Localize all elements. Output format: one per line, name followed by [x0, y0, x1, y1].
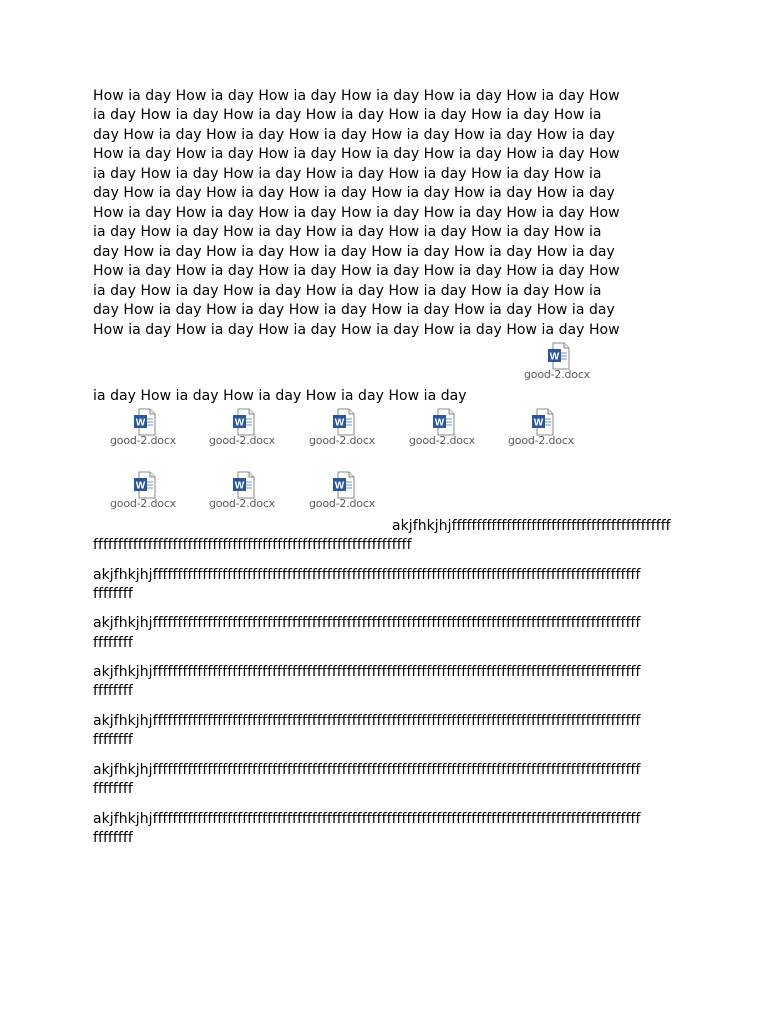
word-document-icon: [433, 408, 455, 436]
text-line: akjfhkjhjffffffffffffffffffffffffffffffffffffffffffffffffffffffffffffffffffffffffffffffffffffffffffffffffff: [93, 811, 641, 827]
svg-text:W: W: [549, 351, 560, 363]
svg-text:W: W: [434, 417, 445, 429]
text-line: How ia day How ia day How ia day How ia day How ia day How ia day How: [93, 88, 620, 104]
text-line: ia day How ia day How ia day How ia day How ia day How ia day How ia: [93, 283, 602, 299]
attachment-filename: good-2.docx: [524, 368, 590, 381]
attachment-good-2-docx[interactable]: [107, 469, 179, 517]
text-line: ffffffff: [93, 635, 133, 651]
attachment-filename: good-2.docx: [309, 497, 375, 510]
text-line: day How ia day How ia day How ia day How ia day How ia day How ia day: [93, 302, 615, 318]
text-line: How ia day How ia day How ia day How ia day How ia day How ia day How: [93, 146, 620, 162]
attachment-filename: good-2.docx: [409, 434, 475, 447]
text-line: ffffffff: [93, 830, 133, 846]
svg-text:W: W: [334, 417, 345, 429]
text-line: ia day How ia day How ia day How ia day How ia day How ia day How ia: [93, 166, 602, 182]
attachment-good-2-docx[interactable]: [306, 469, 378, 517]
text-line: ffffffff: [93, 781, 133, 797]
word-document-icon: [548, 342, 570, 370]
text-line: akjfhkjhjffffffffffffffffffffffffffffffffffffffffffffffffffffffffffffffffffffffffffffffffffffffffffffffffff: [93, 615, 641, 631]
attachment-good-2-docx[interactable]: [406, 406, 478, 454]
text-line: akjfhkjhjffffffffffffffffffffffffffffffffffffffffffff: [392, 518, 671, 534]
svg-text:W: W: [334, 480, 345, 492]
text-line: ffffffff: [93, 732, 133, 748]
attachment-filename: good-2.docx: [209, 434, 275, 447]
text-line: ia day How ia day How ia day How ia day How ia day How ia day How ia: [93, 224, 602, 240]
text-line: akjfhkjhjffffffffffffffffffffffffffffffffffffffffffffffffffffffffffffffffffffffffffffffffffffffffffffffffff: [93, 762, 641, 778]
text-line: How ia day How ia day How ia day How ia day How ia day How ia day How: [93, 205, 620, 221]
word-document-icon: [233, 471, 255, 499]
text-line: ffffffff: [93, 586, 133, 602]
text-line: day How ia day How ia day How ia day How ia day How ia day How ia day: [93, 127, 615, 143]
word-document-icon: [333, 408, 355, 436]
attachment-good-2-docx[interactable]: [521, 340, 593, 388]
svg-text:W: W: [135, 480, 146, 492]
svg-text:W: W: [533, 417, 544, 429]
attachment-good-2-docx[interactable]: [107, 406, 179, 454]
text-line: day How ia day How ia day How ia day How ia day How ia day How ia day: [93, 185, 615, 201]
attachment-filename: good-2.docx: [110, 497, 176, 510]
attachment-filename: good-2.docx: [508, 434, 574, 447]
word-document-icon: [134, 471, 156, 499]
text-line: akjfhkjhjffffffffffffffffffffffffffffffffffffffffffffffffffffffffffffffffffffffffffffffffffffffffffffffffff: [93, 664, 641, 680]
attachment-filename: good-2.docx: [209, 497, 275, 510]
text-line: ia day How ia day How ia day How ia day How ia day: [93, 388, 467, 404]
attachment-filename: good-2.docx: [309, 434, 375, 447]
text-line: ffffffff: [93, 683, 133, 699]
text-line: ffffffffffffffffffffffffffffffffffffffffffffffffffffffffffffffff: [93, 537, 412, 553]
attachment-good-2-docx[interactable]: [206, 406, 278, 454]
attachment-good-2-docx[interactable]: [206, 469, 278, 517]
text-line: akjfhkjhjffffffffffffffffffffffffffffffffffffffffffffffffffffffffffffffffffffffffffffffffffffffffffffffffff: [93, 567, 641, 583]
word-document-icon: [134, 408, 156, 436]
attachment-good-2-docx[interactable]: [505, 406, 577, 454]
word-document-icon: [333, 471, 355, 499]
svg-text:W: W: [234, 417, 245, 429]
text-line: day How ia day How ia day How ia day How ia day How ia day How ia day: [93, 244, 615, 260]
svg-text:W: W: [234, 480, 245, 492]
text-line: akjfhkjhjffffffffffffffffffffffffffffffffffffffffffffffffffffffffffffffffffffffffffffffffffffffffffffffffff: [93, 713, 641, 729]
svg-text:W: W: [135, 417, 146, 429]
text-line: ia day How ia day How ia day How ia day How ia day How ia day How ia: [93, 107, 602, 123]
text-line: How ia day How ia day How ia day How ia day How ia day How ia day How: [93, 322, 620, 338]
word-document-icon: [233, 408, 255, 436]
word-document-icon: [532, 408, 554, 436]
attachment-filename: good-2.docx: [110, 434, 176, 447]
attachment-good-2-docx[interactable]: [306, 406, 378, 454]
text-line: How ia day How ia day How ia day How ia day How ia day How ia day How: [93, 263, 620, 279]
